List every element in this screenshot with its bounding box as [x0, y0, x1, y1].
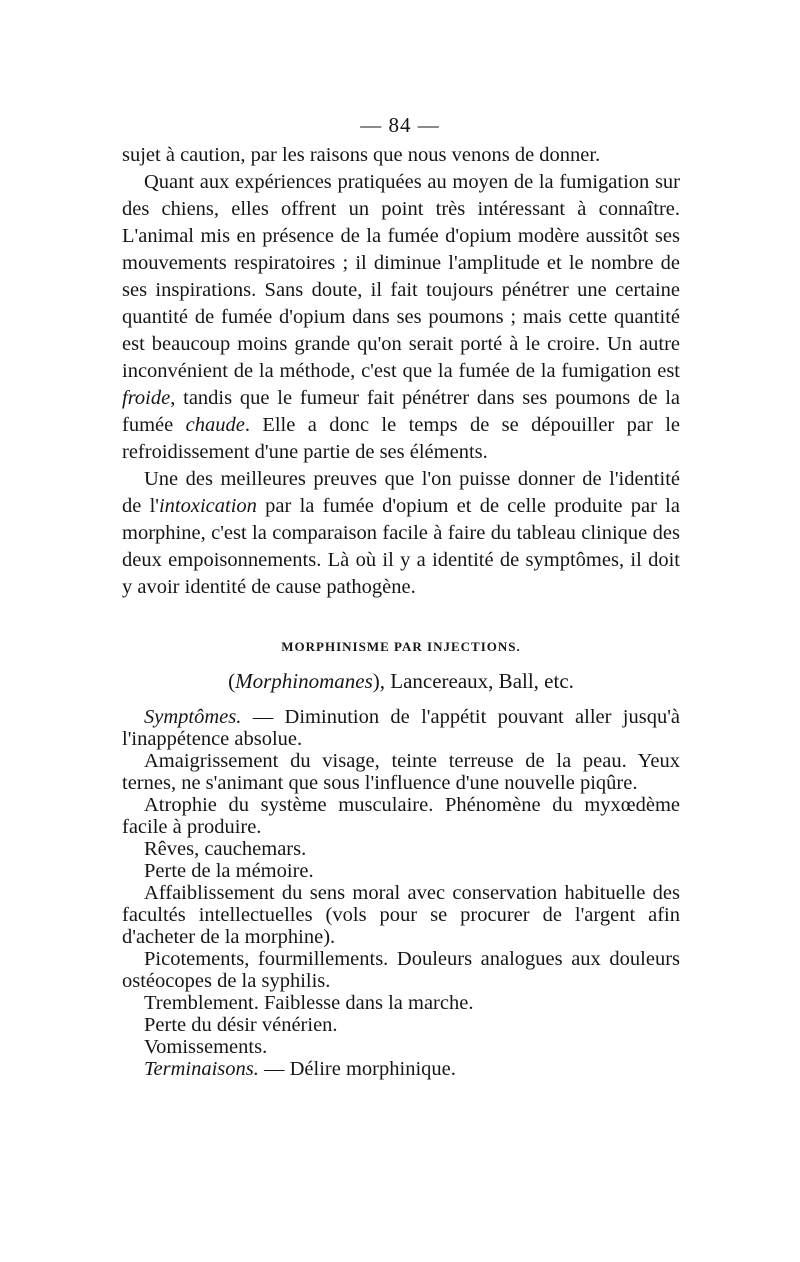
paragraph-continued: sujet à caution, par les raisons que nous venons de donner.	[122, 144, 601, 166]
symptom-item: Tremblement. Faiblesse dans la marche.	[144, 992, 474, 1014]
symptom-item: Atrophie du système musculaire. Phénomène du myxœdème facile à produire.	[122, 794, 680, 838]
symptom-item: Amaigrissement du visage, teinte terreuse de la peau. Yeux ternes, ne s'animant que sous l'influence d'une nouvelle piqûre.	[122, 750, 680, 794]
emphasis-froide: froide	[122, 387, 171, 409]
symptomes-label: Symptômes.	[144, 706, 242, 728]
text-block	[122, 142, 680, 1080]
paragraph-identity: Une des meilleures preuves que l'on puisse donner de l'identité de l'intoxication par la fumée d'opium et de celle produite par la morphine, c'est la comparaison facile à faire du tableau clinique des deux empoisonnements. Là où il y a identité de symptômes, il doit y avoir identité de cause pathogène.	[122, 468, 680, 598]
emphasis-intoxication: intoxication	[158, 495, 257, 517]
section-heading: MORPHINISME PAR INJECTIONS.	[281, 639, 521, 654]
page-number: — 84 —	[360, 113, 440, 137]
symptom-item: Affaiblissement du sens moral avec conservation habituelle des facultés intellectuelles (vols pour se procurer de l'argent afin d'acheter de la morphine).	[122, 882, 680, 948]
terminaisons-line: Terminaisons. — Délire morphinique.	[144, 1058, 456, 1080]
section-subheading: (Morphinomanes), Lancereaux, Ball, etc.	[228, 669, 574, 693]
symptom-item: Rêves, cauchemars.	[144, 838, 307, 860]
symptom-list	[122, 706, 680, 1080]
symptom-item: Perte du désir vénérien.	[144, 1014, 338, 1036]
symptom-item: Vomissements.	[144, 1036, 268, 1058]
emphasis-chaude: chaude	[185, 414, 245, 436]
symptom-item: Picotements, fourmillements. Douleurs analogues aux douleurs ostéocopes de la syphilis.	[122, 948, 680, 992]
paragraph-fumigation: Quant aux expériences pratiquées au moyen de la fumigation sur des chiens, elles offrent un point très intéressant à connaître. L'animal mis en présence de la fumée d'opium modère aussitôt ses mouvements respiratoires ; il diminue l'amplitude et le nombre de ses inspirations. Sans doute, il fait toujours pénétrer une certaine quantité de fumée d'opium dans ses poumons ; mais cette quantité est beaucoup moins grande qu'on serait porté à le croire. Un autre inconvénient de la méthode, c'est que la fumée de la fumigation est froide, tandis que le fumeur fait pénétrer dans ses poumons de la fumée chaude. Elle a donc le temps de se dépouiller par le refroidissement d'une partie de ses éléments.	[122, 171, 680, 463]
symptom-intro: Symptômes. — Diminution de l'appétit pouvant aller jusqu'à l'inappétence absolue.	[122, 706, 680, 750]
symptom-item: Perte de la mémoire.	[144, 860, 314, 882]
terminaisons-label: Terminaisons.	[144, 1058, 259, 1080]
